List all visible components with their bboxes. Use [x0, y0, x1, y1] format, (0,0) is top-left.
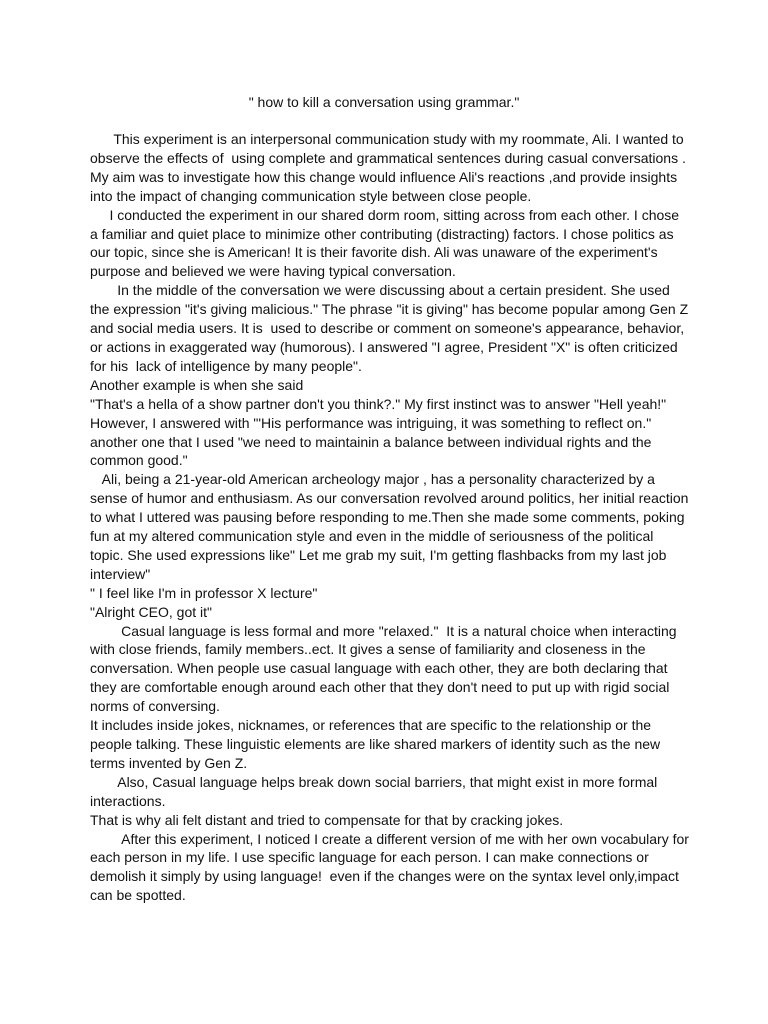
document-body	[90, 130, 693, 905]
paragraph: Casual language is less formal and more "relaxed." It is a natural choice when interacting with close friends, family members..ect. It gives a sense of familiarity and closeness in the conversation. When people use casual language with each other, they are both declaring that they are comfortable enough around each other that they don't need to put up with rigid social norms of conversing.	[90, 622, 681, 715]
paragraph: It includes inside jokes, nicknames, or references that are specific to the relationship or the people talking. These linguistic elements are like shared markers of identity such as the new terms invented by Gen Z.	[90, 717, 665, 771]
paragraph: Ali, being a 21-year-old American archeology major , has a personality characterized by a sense of humor and enthusiasm. As our conversation revolved around politics, her initial reaction to what I uttered was pausing before responding to me.Then she made some comments, poking fun at my altered communication style and even in the middle of seriousness of the political topic. She used expressions like" Let me grab my suit, I'm getting flashbacks from my last job interview"	[90, 471, 693, 582]
paragraph: Also, Casual language helps break down social barriers, that might exist in more formal interactions.	[90, 773, 662, 809]
paragraph: In the middle of the conversation we were discussing about a certain president. She used the expression "it's giving malicious." The phrase "it is giving" has become popular among Gen Z and social media users. It is used to describe or comment on someone's appearance, behavior, or actions in exaggerated way (humorous). I answered "I agree, President "X" is often criticized for his lack of intelligence by many people".	[90, 282, 693, 374]
paragraph: This experiment is an interpersonal communication study with my roommate, Ali. I wanted to observe the effects of using complete and grammatical sentences during casual conversations . My aim was to investigate how this change would influence Ali's reactions ,and provide insights into the impact of changing communication style between close people.	[90, 131, 690, 204]
paragraph: I conducted the experiment in our shared dorm room, sitting across from each other. I chose a familiar and quiet place to minimize other contributing (distracting) factors. I chose politics as our topic, since she is American! It is their favorite dish. Ali was unaware of the experiment's purpose and believed we were having typical conversation.	[90, 206, 683, 280]
paragraph: "That's a hella of a show partner don't you think?." My first instinct was to answer "Hell yeah!" However, I answered with "'His performance was intriguing, it was something to reflect on." another one that I used "we need to maintainin a balance between individual rights and the common good."	[90, 395, 671, 469]
paragraph: That is why ali felt distant and tried to compensate for that by cracking jokes.	[90, 811, 564, 828]
document-title: " how to kill a conversation using grammar."	[248, 94, 520, 110]
paragraph: Another example is when she said	[90, 376, 304, 393]
paragraph: After this experiment, I noticed I create a different version of me with her own vocabulary for each person in my life. I use specific language for each person. I can make connections or demolish it simply by using language! even if the changes were on the syntax level only,impact can be spotted.	[90, 830, 693, 904]
paragraph: " I feel like I'm in professor X lecture"	[90, 584, 318, 601]
paragraph: "Alright CEO, got it"	[90, 603, 212, 620]
